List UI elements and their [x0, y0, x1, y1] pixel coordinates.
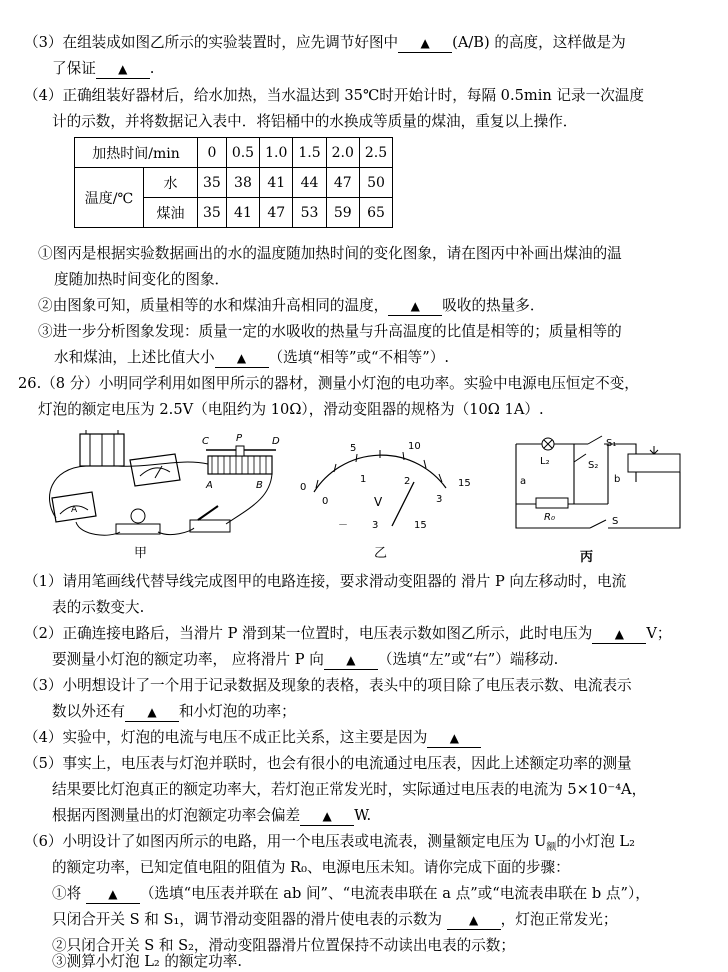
q26-p5-line3 — [52, 806, 371, 826]
answer-blank[interactable]: ▲ — [96, 60, 150, 79]
svg-text:D: D — [272, 436, 280, 447]
rheostat-icon — [202, 433, 280, 491]
table-cell: 41 — [226, 198, 259, 228]
svg-text:C: C — [202, 436, 209, 447]
table-cell: 0.5 — [226, 138, 259, 168]
answer-blank[interactable]: ▲ — [125, 703, 179, 722]
table-cell: 1.0 — [260, 138, 293, 168]
text: 吸收的热量多． — [442, 297, 545, 314]
text: （选填“电压表并联在 ab 间”、“电流表串联在 a 点”或“电流表串联在 b 点”）， — [139, 885, 650, 902]
q26-p6-s3: ③测算小灯泡 L₂ 的额定功率. — [52, 953, 242, 970]
table-header: 水 — [144, 168, 198, 198]
text: （6）小明设计了如图丙所示的电路，用一个电压表或电流表，测量额定电压为 U — [24, 833, 547, 850]
figure-jia-label: 甲 — [134, 546, 148, 561]
figure-yi-label: 乙 — [374, 546, 388, 561]
text: （2）正确连接电路后，当滑片 P 滑到某一位置时，电压表示数如图乙所示，此时电压为 — [24, 625, 593, 642]
q26-p6-s1-line2 — [52, 910, 617, 930]
q26-p6-s1-line1 — [52, 884, 650, 904]
svg-text:B: B — [256, 480, 263, 491]
text: 数以外还有 — [52, 703, 125, 720]
answer-blank[interactable]: ▲ — [427, 729, 481, 748]
svg-text:2: 2 — [404, 476, 411, 487]
table-cell: 44 — [293, 168, 326, 198]
table-cell: 2.5 — [359, 138, 392, 168]
bulb-icon — [116, 509, 160, 534]
rheostat-icon — [628, 454, 680, 472]
q26-p6-line2: 的额定功率，已知定值电阻的阻值为 R₀、电源电压未知。请你完成下面的步骤： — [52, 859, 570, 876]
q26-line2: 灯泡的额定电压为 2.5V（电阻约为 10Ω），滑动变阻器的规格为（10Ω 1A）. — [38, 401, 544, 418]
answer-blank[interactable]: ▲ — [86, 885, 140, 904]
svg-text:3: 3 — [372, 520, 379, 531]
answer-blank[interactable]: ▲ — [447, 911, 501, 930]
table-row — [75, 168, 393, 198]
q26-line1: 26.（8 分）小明同学利用如图甲所示的器材，测量小灯泡的电功率。实验中电源电压恒定不变， — [18, 375, 639, 392]
svg-text:15: 15 — [414, 520, 427, 531]
svg-text:R₀: R₀ — [544, 512, 555, 523]
subscript: 额 — [546, 841, 557, 853]
svg-text:S₂: S₂ — [588, 460, 599, 471]
text: 和小灯泡的功率； — [178, 703, 296, 720]
q26-p5-line2: 结果要比灯泡真正的额定功率大，若灯泡正常发光时，实际通过电压表的电流为 5×10⁻⁴A， — [52, 781, 647, 798]
svg-text:A: A — [206, 480, 213, 491]
table-cell: 59 — [326, 198, 359, 228]
answer-blank[interactable]: ▲ — [398, 34, 452, 53]
q25-s1-line2: 度随加热时间变化的图象． — [54, 271, 230, 288]
text: W. — [354, 807, 372, 824]
text: 水和煤油，上述比值大小 — [54, 349, 215, 366]
svg-text:S₁: S₁ — [606, 438, 617, 449]
q25-s3-line1: ③进一步分析图象发现：质量一定的水吸收的热量与升高温度的比值是相等的；质量相等的 — [38, 323, 622, 340]
svg-text:－: － — [338, 520, 348, 531]
answer-blank[interactable]: ▲ — [300, 807, 354, 826]
voltmeter-icon — [130, 454, 180, 486]
table-cell: 1.5 — [293, 138, 326, 168]
q26-p3-line2 — [52, 702, 296, 722]
answer-blank[interactable]: ▲ — [388, 297, 442, 316]
temperature-table — [74, 137, 393, 228]
switch-icon — [588, 436, 602, 444]
table-header: 煤油 — [144, 198, 198, 228]
table-cell: 47 — [260, 198, 293, 228]
text: （选填“相等”或“不相等”）. — [268, 349, 449, 366]
svg-text:A: A — [71, 505, 78, 515]
q25-p3-line1 — [24, 33, 626, 53]
table-cell: 41 — [260, 168, 293, 198]
figure-jia-apparatus — [40, 428, 290, 548]
svg-text:0: 0 — [322, 496, 329, 507]
text: (A/B) 的高度，这样做是为 — [452, 34, 626, 51]
q26-p6-s2: ②只闭合开关 S 和 S₂，滑动变阻器滑片位置保持不动读出电表的示数； — [52, 937, 515, 954]
svg-text:3: 3 — [436, 494, 443, 505]
svg-text:a: a — [520, 476, 527, 487]
svg-text:S: S — [612, 516, 619, 527]
q26-p2-line1 — [24, 624, 672, 644]
figure-bing-circuit — [508, 432, 690, 542]
text: 了保证 — [52, 60, 96, 77]
q26-p1-line1: （1）请用笔画线代替导线完成图甲的电路连接，要求滑动变阻器的 滑片 P 向左移动时，电流 — [24, 573, 627, 590]
figure-yi-voltmeter — [296, 440, 482, 536]
svg-text:0: 0 — [300, 482, 307, 493]
svg-text:15: 15 — [458, 478, 471, 489]
table-cell: 53 — [293, 198, 326, 228]
table-cell: 2.0 — [326, 138, 359, 168]
text: （3）在组装成如图乙所示的实验装置时，应先调节好图中 — [24, 34, 399, 51]
switch-icon — [190, 506, 230, 532]
text: 只闭合开关 S 和 S₁，调节滑动变阻器的滑片使电表的示数为 — [52, 911, 447, 928]
q25-s2-line — [38, 296, 544, 316]
table-cell: 35 — [198, 168, 227, 198]
q26-p6-line1 — [24, 832, 635, 852]
text: V； — [646, 625, 672, 642]
q26-p1-line2: 表的示数变大. — [52, 599, 145, 616]
battery-icon — [80, 430, 124, 466]
svg-text:P: P — [236, 433, 243, 444]
table-cell: 35 — [198, 198, 227, 228]
q25-p4-line1: （4）正确组装好器材后，给水加热，当水温达到 35℃时开始计时，每隔 0.5min 记录一次温度 — [24, 87, 644, 104]
q25-p3-line2: 了保证 ▲ . — [52, 60, 155, 77]
text: ②由图象可知，质量相等的水和煤油升高相同的温度， — [38, 297, 389, 314]
text: 根据丙图测量出的灯泡额定功率会偏差 — [52, 807, 301, 824]
voltmeter-needle — [392, 482, 414, 526]
q26-p2-line2 — [52, 650, 558, 670]
answer-blank[interactable]: ▲ — [324, 651, 378, 670]
table-cell: 50 — [359, 168, 392, 198]
svg-text:1: 1 — [360, 474, 367, 485]
text: （4）实验中，灯泡的电流与电压不成正比关系，这主要是因为 — [24, 729, 428, 746]
text: 要测量小灯泡的额定功率， 应将滑片 P 向 — [52, 651, 324, 668]
q25-s3-line2 — [54, 348, 449, 368]
q26-p3-line1: （3）小明想设计了一个用于记录数据及现象的表格，表头中的项目除了电压表示数、电流表示 — [24, 677, 632, 694]
ammeter-icon — [52, 492, 96, 522]
table-header: 加热时间/min — [75, 138, 198, 168]
answer-blank[interactable]: ▲ — [592, 625, 646, 644]
table-cell: 0 — [198, 138, 227, 168]
resistor-icon — [536, 498, 568, 508]
q26-p5-line1: （5）事实上，电压表与灯泡并联时，也会有很小的电流通过电压表，因此上述额定功率的测量 — [24, 755, 632, 772]
table-cell: 65 — [359, 198, 392, 228]
q25-s1-line1: ①图丙是根据实验数据画出的水的温度随加热时间的变化图象，请在图丙中补画出煤油的温 — [38, 245, 622, 262]
text: ①将 — [52, 885, 86, 902]
text: （选填“左”或“右”）端移动. — [377, 651, 559, 668]
svg-text:V: V — [374, 495, 383, 509]
svg-text:10: 10 — [408, 441, 421, 452]
figure-bing-label: 丙 — [580, 550, 594, 565]
svg-text:5: 5 — [350, 443, 357, 454]
answer-blank[interactable]: ▲ — [215, 349, 269, 368]
q26-p4-line — [24, 728, 481, 748]
text: ，灯泡正常发光； — [500, 911, 618, 928]
svg-text:b: b — [614, 474, 621, 485]
svg-text:L₂: L₂ — [540, 456, 550, 467]
text: 的小灯泡 L₂ — [556, 833, 635, 850]
table-row — [75, 138, 393, 168]
table-header: 温度/℃ — [75, 168, 144, 228]
q25-p4-line2: 计的示数，并将数据记入表中．将铝桶中的水换成等质量的煤油，重复以上操作． — [52, 113, 578, 130]
table-cell: 47 — [326, 168, 359, 198]
table-cell: 38 — [226, 168, 259, 198]
